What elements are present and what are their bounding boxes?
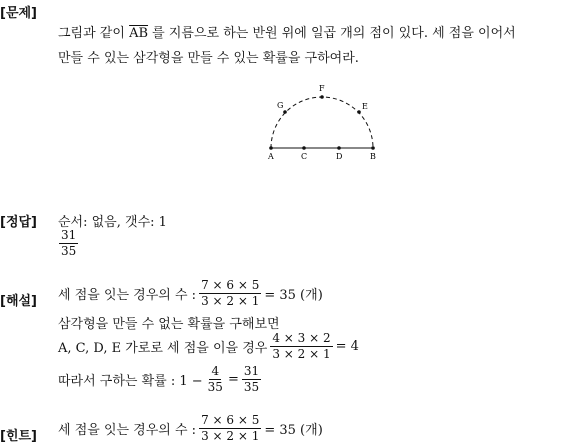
hint-line-num: 7 × 6 × 5 [201, 413, 260, 427]
answer-denominator: 35 [61, 244, 77, 258]
hint-line-post: = 35 (개) [264, 423, 323, 438]
answer-line: 순서: 없음, 갯수: 1 [58, 215, 167, 230]
point-f [320, 95, 324, 99]
solution-line-4-den2: 35 [243, 380, 260, 394]
label-e: E [362, 102, 368, 111]
solution-line-4-pre: 따라서 구하는 확률 : 1 − [58, 374, 203, 389]
solution-line-1-post: = 35 (개) [264, 288, 323, 303]
hint-line-pre: 세 점을 잇는 경우의 수 : [58, 423, 197, 438]
point-g [283, 110, 287, 114]
solution-line-3-num: 4 × 3 × 2 [272, 331, 331, 345]
solution-line-2: 삼각형을 만들 수 없는 확률을 구해보면 [58, 317, 280, 332]
problem-line-1 [58, 22, 516, 41]
answer-numerator: 31 [61, 228, 77, 242]
hint-line [58, 413, 323, 444]
label-b: B [370, 152, 376, 161]
label-g: G [277, 101, 284, 110]
solution-line-4-den: 35 [207, 380, 223, 394]
solution-line-3-post: = 4 [335, 339, 359, 354]
semicircle-figure [262, 82, 382, 164]
solution-line-4-num2: 31 [243, 364, 260, 378]
point-b [371, 146, 375, 150]
solution-line-3-pre: A, C, D, E 가로로 세 점을 이을 경우 [58, 341, 268, 356]
label-f: F [319, 84, 325, 93]
point-d [337, 146, 341, 150]
solution-line-1 [58, 278, 323, 309]
solution-line-3 [58, 331, 359, 362]
solution-line-1-num: 7 × 6 × 5 [201, 278, 260, 292]
label-d: D [336, 152, 343, 161]
solution-line-3-den: 3 × 2 × 1 [272, 347, 331, 361]
label-c: C [301, 152, 308, 161]
point-e [357, 110, 361, 114]
solution-line-4-eq: = [227, 372, 239, 387]
point-a [269, 146, 273, 150]
problem-label: [문제] [0, 6, 37, 21]
point-c [302, 146, 306, 150]
semicircle-arc [271, 97, 373, 148]
problem-line-2: 만들 수 있는 삼각형을 만들 수 있는 확률을 구하여라. [58, 51, 359, 66]
answer-fraction [56, 228, 81, 259]
segment-ab: $\overline{AB}$ [129, 26, 149, 41]
solution-line-1-pre: 세 점을 잇는 경우의 수 : [58, 288, 197, 303]
hint-label: [힌트] [0, 429, 37, 444]
solution-line-1-den: 3 × 2 × 1 [201, 294, 260, 308]
label-a: A [268, 152, 274, 161]
problem-line-1-pre: 그림과 같이 [58, 26, 125, 41]
problem-line-1-post: 를 지름으로 하는 반원 위에 일곱 개의 점이 있다. 세 점을 이어서 [152, 26, 516, 41]
hint-line-den: 3 × 2 × 1 [201, 429, 260, 443]
answer-label: [정답] [0, 215, 37, 230]
solution-line-4-num: 4 [211, 364, 220, 378]
solution-line-4 [58, 364, 264, 395]
solution-label: [해설] [0, 294, 37, 309]
